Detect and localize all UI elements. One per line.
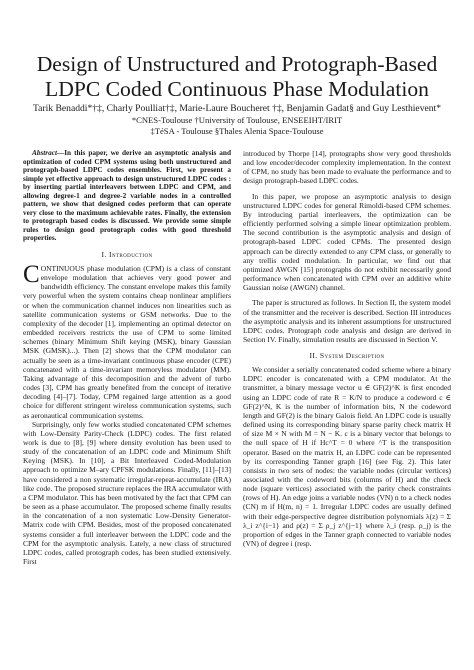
- right-column: [243, 149, 451, 548]
- right-paragraph-1: introduced by Thorpe [14], protographs show very good thresholds and low encoder/decoder complexity implementation. In the context of CPM, no study has been made to evaluate the performance and to design protograph-based LDPC codes.: [243, 149, 451, 186]
- right-paragraph-2: In this paper, we propose an asymptotic analysis to design unstructured LDPC codes for general Rimoldi-based CPM schemes. By introducing partial interleavers, the optimization can be efficiently performed solving a simple linear optimization problem. The second contribution is the asymptotic analysis and design of protograph-based LDPC coded CPMs. The presented design approach can be directly extended to any CPM class, or generally to any trellis coded modulation. In particular, we find out that optimized AWGN [15] protographs do not exhibit necessarily good performance when concatenated with CPM over an additive white Gaussian noise (AWGN) channel.: [243, 191, 451, 293]
- author-list: Tarik Benaddi*†‡, Charly Poulliat†‡, Marie-Laure Boucheret †‡, Benjamin Gadat§ and Guy Lesthievent*: [32, 103, 442, 114]
- system-paragraph-1: We consider a serially concatenated coded scheme where a binary LDPC encoder is concatenated with a CPM modulator. At the transmitter, a binary message vector u ∈ GF(2)^K is first encoded using an LDPC code of rate R = K/N to produce a codeword c ∈ GF(2)^N, K is the number of information bits, N the codeword length and GF(2) is the binary Galois field. An LDPC code is usually defined using its corresponding binary sparse parity check matrix H of size M × N with M = N − K. c is a binary vector that belongs to the null space of H if Hc^T = 0 where ^T is the transposition operator. Based on the matrix H, an LDPC code can be represented by its corresponding Tanner graph [16] (see Fig. 2). This later consists in two sets of nodes: the variable nodes (circular vertices) associated with the codeword bits (columns of H) and the check node (square vertices) associated with the parity check constraints (rows of H). An edge joins a variable nodes (VN) n to a check nodes (CN) m if H(m, n) = 1. Irregular LDPC codes are usually defined with their edge-perspective degree distribution polynomials λ(z) = Σ λ_i z^{i−1} and ρ(z) = Σ ρ_j z^{j−1} where λ_i (resp. ρ_j) is the proportion of edges in the Tanner graph connected to variable nodes (VN) of degree i (resp.: [243, 365, 451, 549]
- abstract-text: —In this paper, we derive an asymptotic analysis and optimization of coded CPM systems using both unstructured and protograph-based LDPC codes ensembles. First, we present a simple yet effective approach to design unstructured LDPC codes : by inserting partial interleavers between LDPC and CPM, and allowing degree-1 and degree-2 variable nodes in a controlled pattern, we show that designed codes perform that can operate very close to the maximum achievable rates. Finally, the extension to protograph based codes is discussed. We provide some simple rules to design good protograph codes with good threshold properties.: [23, 149, 231, 243]
- title-line-1: Design of Unstructured and Protograph-Based: [36, 52, 438, 76]
- right-paragraph-3: The paper is structured as follows. In Section II, the system model of the transmitter and the receiver is described. Section III introduces the asymptotic analysis and its inherent assumptions for unstructured LDPC codes. Protograph code analysis and design are derived in Section IV. Finally, simulation results are discussed in Section V.: [243, 298, 451, 344]
- section-heading-system-description: II. System Description: [309, 351, 385, 361]
- abstract: [23, 149, 231, 243]
- intro-paragraph-2: Surprisingly, only few works studied concatenated CPM schemes with Low-Density Parity-Check (LDPC) codes. The first related work is due to [8], [9] where density evolution has been used to study of the concatenation of an LDPC code and Minimum Shift Keying (MSK). In [10], a Bit Interleaved Coded-Modulation approach to optimize M–ary CPFSK modulations. Finally, [11]–[13] have considered a non systematic irregular-repeat-accumulate (IRA) like code. The proposed structure replaces the IRA accumulator with a CPM modulator. This has been motivated by the fact that CPM can be seen as a phase accumulator. The proposed scheme finally results in the concatenation of a non systematic Low-Density Generator-Matrix code with CPM. Besides, most of the proposed concatenated systems consider a full interleaver between the LDPC code and the CPM for the asymptotic analysis. Lately, a new class of structured LDPC codes, called protograph codes, has been studied extensively. First: [23, 419, 231, 567]
- affiliation-line-2: ‡TéSA - Toulouse §Thales Alenia Space-Toulouse: [150, 126, 324, 136]
- intro-paragraph-1: [23, 261, 231, 420]
- intro-paragraph-1-text: ONTINUOUS phase modulation (CPM) is a class of constant envelope modulation that achieves very good power and bandwidth efficiency. The constant envelope makes this family very powerful when the system contains cheap nonlinear amplifiers or when the communication channel induces non linearities such as satellite communication systems or GSM networks. Due to the complexity of the decoder [1], implementing an optimal detector on embedded receivers restricts the use of CPM to some limited schemes (binary Minimum Shift keying (MSK), binary Gaussian MSK (GMSK)...). Then [2] shows that the CPM modulator can actually be seen as a time-invariant continuous phase encoder (CPE) concatenated with a time-invariant memoryless modulator (MM). Taking advantage of this decomposition and the advent of turbo codes [3], CPM has greatly benefited from the concept of iterative decoding [4]–[7]. Today, CPM regained large attention as a good choice for different stringent wireless communication systems, such as aeronautical communication systems.: [23, 264, 231, 420]
- title-line-2: LDPC Coded Continuous Phase Modulation: [45, 77, 429, 101]
- section-heading-introduction: I. Introduction: [101, 250, 153, 260]
- abstract-lead: Abstract: [32, 149, 57, 157]
- affiliation-line-1: *CNES-Toulouse †University of Toulouse, ENSEEIHT/IRIT: [131, 115, 343, 125]
- paper-title: [20, 52, 454, 102]
- left-column: [23, 149, 231, 566]
- drop-cap: C: [23, 261, 40, 289]
